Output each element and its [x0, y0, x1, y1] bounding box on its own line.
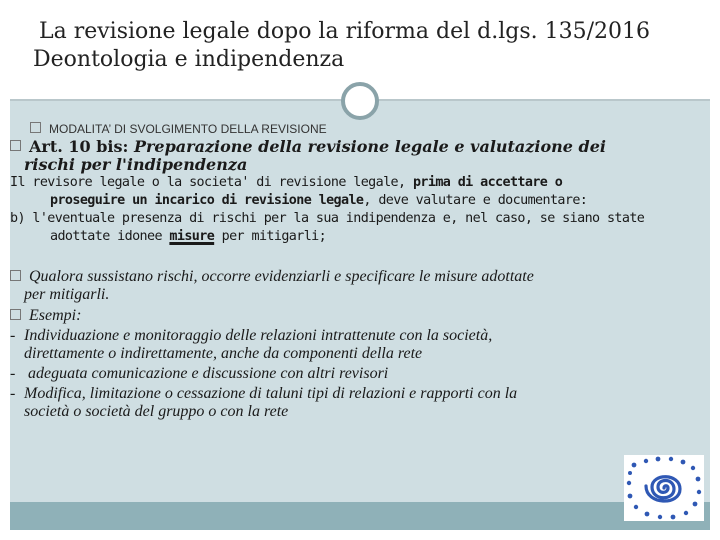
title-line-2: Deontologia e indipendenza [33, 47, 345, 72]
bullet-qualora [10, 268, 696, 304]
para2-text-d: per mitigarli; [214, 229, 327, 244]
title-line-1: La revisione legale dopo la riforma del d.lgs. 135/2016 [39, 19, 650, 44]
bullet-esempi [10, 307, 696, 325]
qualora-line-2: per mitigarli. [24, 286, 110, 303]
para1-text-d: , deve valutare e documentare: [363, 193, 588, 208]
esempi-text: Esempi: [29, 307, 82, 324]
spiral-logo-svg [624, 455, 704, 521]
para1-text-c: proseguire un incarico di revisione legale [50, 193, 364, 208]
bullet-modalita [24, 121, 696, 137]
checkbox-bullet-icon [30, 122, 41, 133]
example-3-line-2: società o società del gruppo o con la rete [24, 403, 289, 420]
modalita-text: MODALITA’ DI SVOLGIMENTO DELLA REVISIONE [49, 122, 327, 136]
bullet-art-10-bis [10, 138, 696, 174]
dash-marker: - [10, 327, 16, 344]
dash-marker: - [10, 365, 16, 382]
slide-body [10, 121, 696, 421]
checkbox-bullet-icon [10, 140, 21, 151]
example-item-1 [10, 327, 696, 363]
ring-ornament-icon [341, 82, 379, 120]
paragraph-revisore [10, 174, 696, 210]
example-3-line-1: Modifica, limitazione o cessazione di taluni tipi di relazioni e rapporti con la [24, 385, 518, 402]
slide-title [33, 18, 650, 74]
para2-text-c: misure [169, 229, 215, 244]
art-title-1: Preparazione della revisione legale e valutazione dei [128, 137, 606, 156]
para2-text-a: b) l'eventuale presenza di rischi per la sua indipendenza e, nel caso, se siano state [10, 211, 645, 226]
example-2-text: adeguata comunicazione e discussione con altri revisori [24, 365, 389, 382]
art-title-2: rischi per l'indipendenza [24, 155, 248, 174]
dash-marker: - [10, 385, 16, 402]
art-label: Art. 10 bis: [29, 137, 129, 156]
spiral-logo-icon [624, 455, 704, 521]
checkbox-bullet-icon [10, 309, 21, 320]
para2-text-b: adottate idonee [50, 229, 170, 244]
qualora-line-1: Qualora sussistano rischi, occorre evidenziarli e specificare le misure adottate [29, 268, 534, 285]
checkbox-bullet-icon [10, 270, 21, 281]
para1-text-b: prima di accettare o [412, 175, 563, 190]
example-1-line-2: direttamente o indirettamente, anche da componenti della rete [24, 345, 423, 362]
example-item-3 [10, 385, 696, 421]
example-1-line-1: Individuazione e monitoraggio delle relazioni intrattenute con la società, [24, 327, 493, 344]
footer-bar [10, 502, 710, 530]
para1-text-a: Il revisore legale o la societa' di revisione legale, [10, 175, 413, 190]
paragraph-b [10, 210, 696, 246]
example-item-2 [10, 365, 696, 383]
